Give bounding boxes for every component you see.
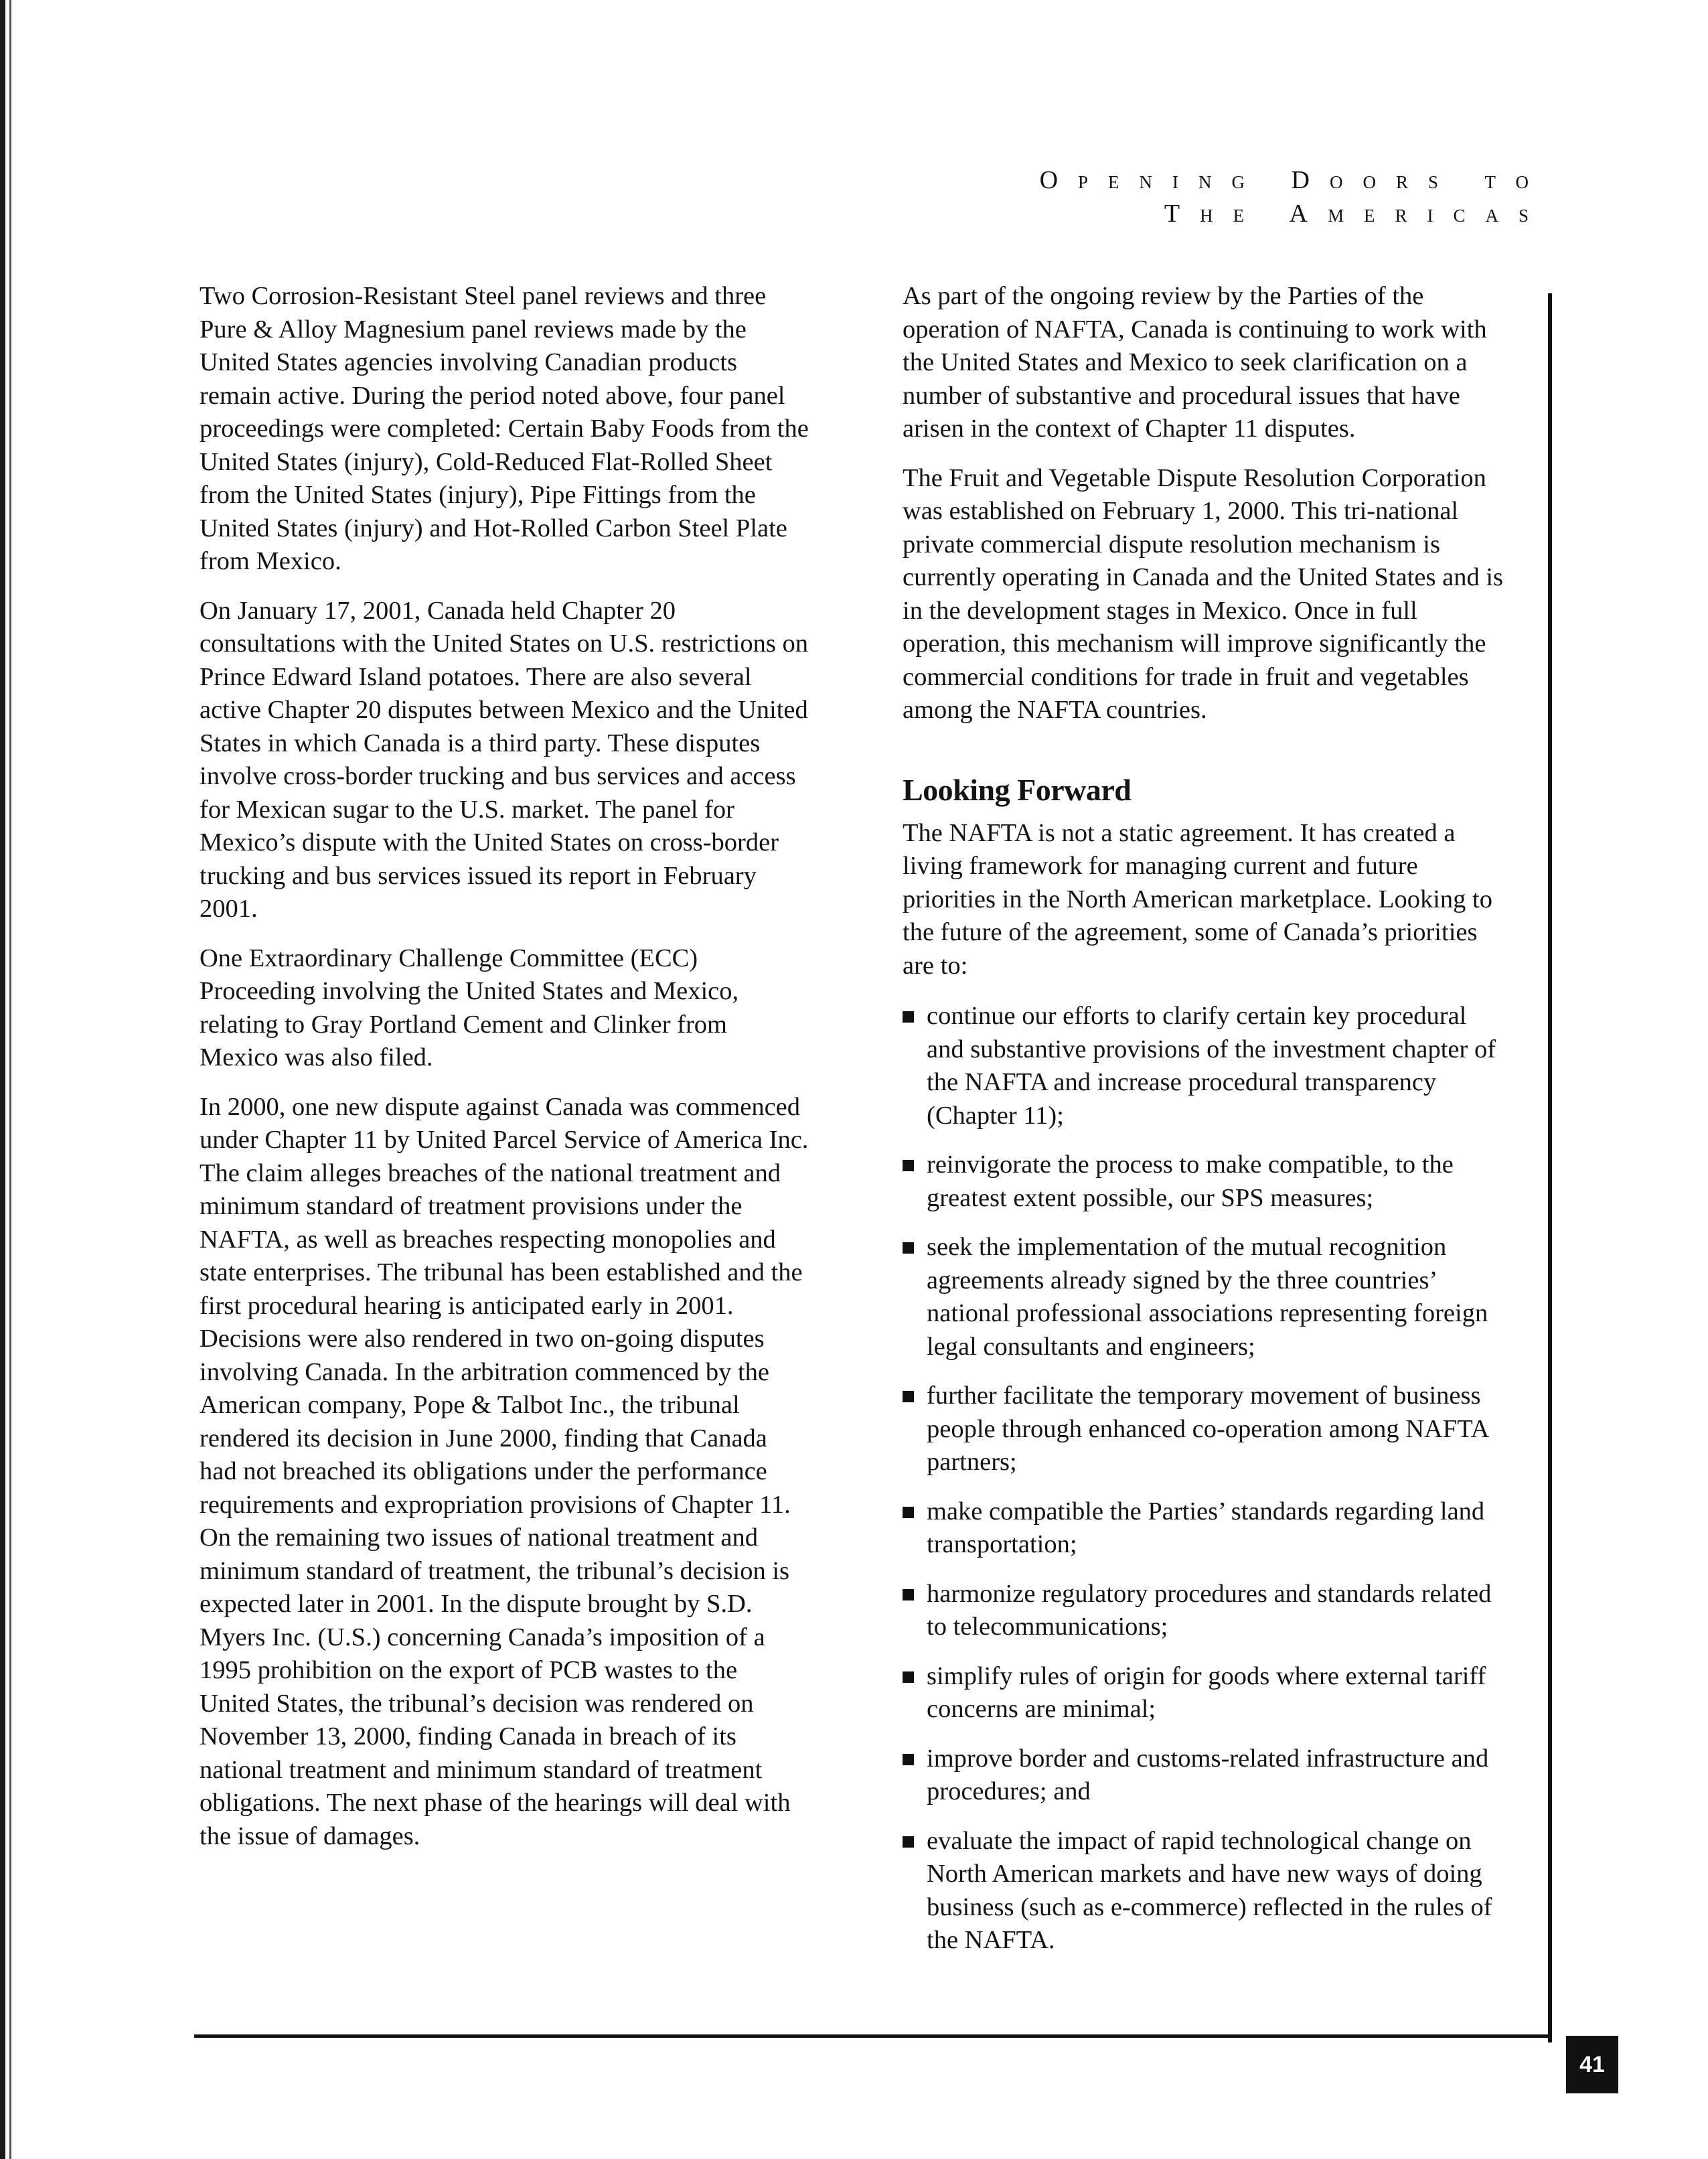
list-item (903, 1495, 1505, 1562)
list-item (903, 1825, 1505, 1957)
header-line-1: Opening Doors to (1039, 166, 1549, 194)
list-item (903, 1578, 1505, 1644)
scan-edge-line (9, 0, 11, 2159)
list-item-text: further facilitate the temporary movement of business people through enhanced co-operation among NAFTA partners; (927, 1382, 1488, 1476)
paragraph: On January 17, 2001, Canada held Chapter 20 consultations with the United States on U.S. restrictions on Prince Edward Island potatoes. There are also several active Chapter 20 disputes between Mexico and the United States in which Canada is a third party. These disputes involve cross-border trucking and bus services and access for Mexican sugar to the U.S. market. The panel for Mexico’s dispute with the United States on cross-border trucking and bus services issued its report in February 2001. (200, 596, 808, 923)
paragraph: The NAFTA is not a static agreement. It has created a living framework for managing current and future priorities in the North American marketplace. Looking to the future of the agreement, some of Canada’s priorities are to: (903, 818, 1492, 980)
list-item-text: simplify rules of origin for goods where external tariff concerns are minimal; (927, 1661, 1486, 1723)
paragraph: In 2000, one new dispute against Canada was commenced under Chapter 11 by United Parcel Service of America Inc. The claim alleges breaches of the national treatment and minimum standard of treatment provisions under the NAFTA, as well as breaches respecting monopolies and state enterprises. The tribunal has been established and the first procedural hearing is anticipated early in 2001. Decisions were also rendered in two on-going disputes involving Canada. In the arbitration commenced by the American company, Pope & Talbot Inc., the tribunal rendered its decision in June 2000, finding that Canada had not breached its obligations under the performance requirements and expropriation provisions of Chapter 11. On the remaining two issues of national treatment and minimum standard of treatment, the tribunal’s decision is expected later in 2001. In the dispute brought by S.D. Myers Inc. (U.S.) concerning Canada’s imposition of a 1995 prohibition on the export of PCB wastes to the United States, the tribunal’s decision was rendered on November 13, 2000, finding Canada in breach of its national treatment and minimum standard of treatment obligations. The next phase of the hearings will deal with the issue of damages. (200, 1092, 809, 1850)
bullet-square-icon (903, 1160, 914, 1171)
bullet-square-icon (903, 1011, 914, 1023)
paragraph: The Fruit and Vegetable Dispute Resolution Corporation was established on February 1, 2000. This tri-national private commercial dispute resolution mechanism is currently operating in Canada and the United States and is in the development stages in Mexico. Once in full operation, this mechanism will improve significantly the commercial conditions for trade in fruit and vegetables among the NAFTA countries. (903, 463, 1504, 724)
bullet-square-icon (903, 1242, 914, 1254)
left-column (200, 280, 809, 1869)
list-item (903, 1231, 1505, 1363)
bullet-square-icon (903, 1836, 914, 1848)
bullet-square-icon (903, 1589, 914, 1600)
bullet-square-icon (903, 1391, 914, 1402)
list-item-text: make compatible the Parties’ standards regarding land transportation; (927, 1497, 1485, 1558)
list-item (903, 1000, 1505, 1132)
list-item-text: harmonize regulatory procedures and standards related to telecommunications; (927, 1579, 1492, 1641)
page-number: 41 (1566, 2036, 1618, 2093)
list-item (903, 1148, 1505, 1215)
list-item (903, 1742, 1505, 1809)
bullet-square-icon (903, 1754, 914, 1765)
right-margin-rule (1548, 293, 1552, 2042)
bottom-rule (194, 2034, 1552, 2038)
paragraph: Two Corrosion-Resistant Steel panel reviews and three Pure & Alloy Magnesium panel reviews made by the United States agencies involving Canadian products remain active. During the period noted above, four panel proceedings were completed: Certain Baby Foods from the United States (injury), Cold-Reduced Flat-Rolled Sheet from the United States (injury), Pipe Fittings from the United States (injury) and Hot-Rolled Carbon Steel Plate from Mexico. (200, 282, 809, 575)
bullet-square-icon (903, 1671, 914, 1683)
list-item-text: continue our efforts to clarify certain key procedural and substantive provisions of the investment chapter of the NAFTA and increase procedural transparency (Chapter 11); (927, 1002, 1496, 1130)
bullet-square-icon (903, 1507, 914, 1518)
list-item-text: reinvigorate the process to make compatible, to the greatest extent possible, our SPS measures; (927, 1150, 1454, 1212)
running-header (1040, 163, 1549, 230)
right-column (903, 280, 1505, 1974)
paragraph: As part of the ongoing review by the Parties of the operation of NAFTA, Canada is continuing to work with the United States and Mexico to seek clarification on a number of substantive and procedural issues that have arisen in the context of Chapter 11 disputes. (903, 282, 1487, 443)
header-line-2: The Americas (1164, 200, 1549, 228)
list-item-text: seek the implementation of the mutual recognition agreements already signed by the three countries’ national professional associations representing foreign legal consultants and engineers; (927, 1233, 1488, 1361)
scan-edge-left (0, 0, 5, 2159)
list-item (903, 1660, 1505, 1726)
paragraph: One Extraordinary Challenge Committee (ECC) Proceeding involving the United States and Mexico, relating to Gray Portland Cement and Clinker from Mexico was also filed. (200, 944, 739, 1071)
list-item-text: improve border and customs-related infrastructure and procedures; and (927, 1744, 1489, 1805)
list-item (903, 1380, 1505, 1479)
section-heading: Looking Forward (903, 772, 1132, 807)
priorities-list (903, 1000, 1505, 1957)
list-item-text: evaluate the impact of rapid technological change on North American markets and have new ways of doing business (such as e-commerce) reflected in the rules of the NAFTA. (927, 1826, 1492, 1954)
